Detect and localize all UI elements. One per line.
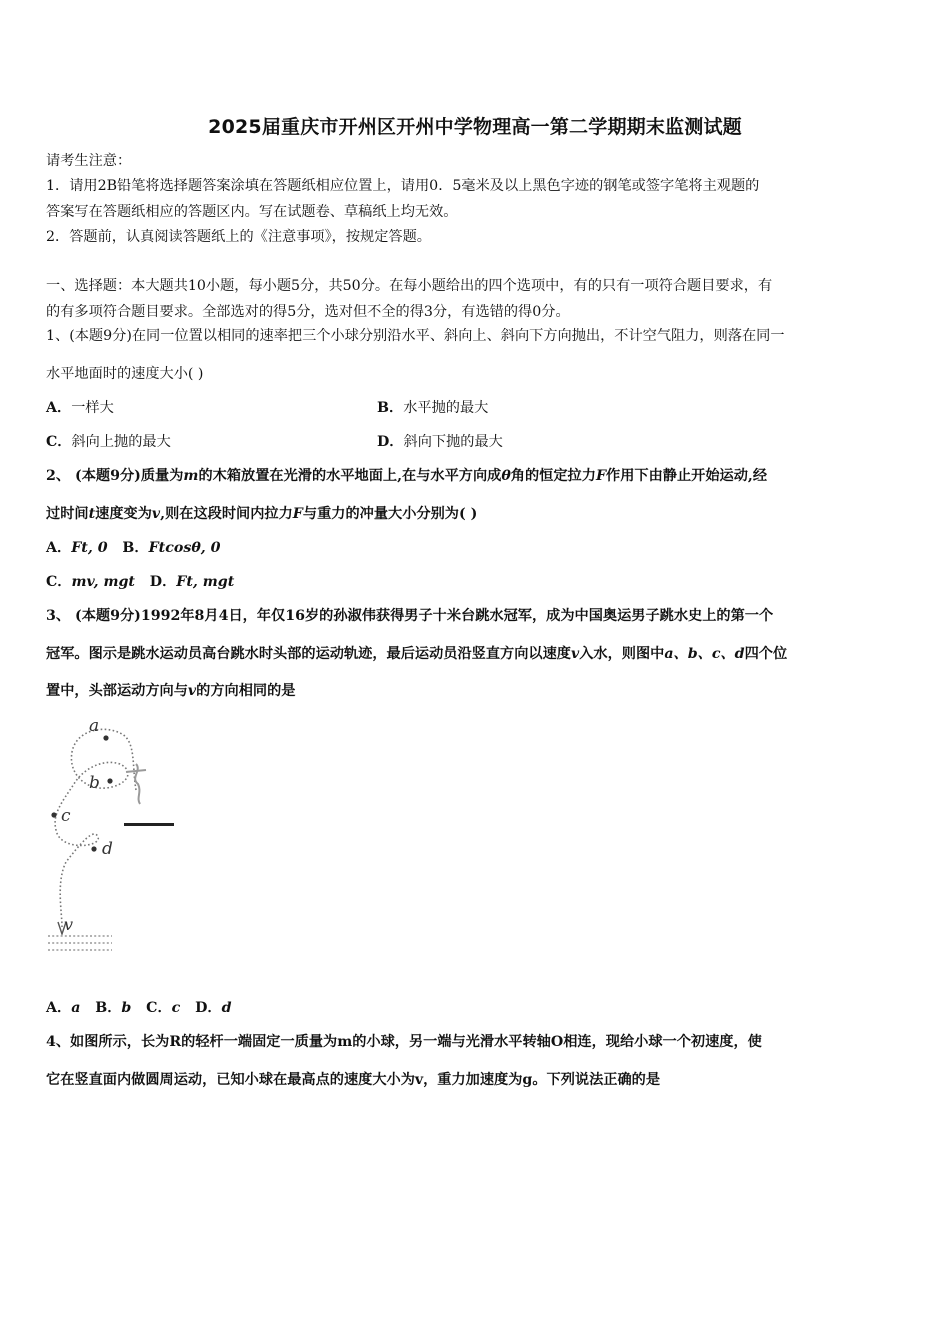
q1-stem-1: 1、(本题9分)在同一位置以相同的速率把三个小球分别沿水平、斜向上、斜向下方向抛出，不计空气阻力，则落在同一 — [46, 328, 785, 344]
q3-var-v: v — [570, 646, 580, 662]
q1-option-a-text: 一样大 — [71, 400, 114, 416]
q3-var-v-2: v — [187, 683, 197, 699]
q1-option-d — [377, 432, 503, 452]
q2-option-b-label: B． — [122, 540, 149, 556]
q3-option-a-text: a — [71, 1000, 81, 1016]
q3-stem-2-part-2: 入水，则图中 — [579, 646, 665, 662]
q3-stem-3 — [46, 681, 295, 701]
diver-figure — [126, 764, 146, 804]
q3-stem-1: 3、 (本题9分)1992年8月4日，年仅16岁的孙淑伟获得男子十米台跳水冠军，成为中国奥运男子跳水史上的第一个 — [46, 608, 774, 624]
q1-stem-2: 水平地面时的速度大小( ) — [46, 366, 204, 382]
q2-options-cd — [46, 572, 234, 592]
q2-option-b-text: Ftcosθ, 0 — [148, 540, 221, 556]
q2-var-m: m — [183, 468, 199, 484]
point-d-dot — [91, 846, 96, 851]
q2-stem-2-part-3: ,则在这段时间内拉力 — [160, 506, 293, 522]
q3-stem-3-part-1: 置中，头部运动方向与 — [46, 683, 188, 699]
q2-stem-2 — [46, 504, 477, 524]
diving-platform — [124, 823, 174, 826]
section-intro-2: 的有多项符合题目要求。全部选对的得5分，选对但不全的得3分，有选错的得0分。 — [46, 304, 570, 320]
q2-options-ab — [46, 538, 221, 558]
q2-stem-1-part-3: 角的恒定拉力 — [510, 468, 596, 484]
point-c-label: c — [61, 806, 71, 826]
notice-line-2: 答案写在答题纸相应的答题区内。写在试题卷、草稿纸上均无效。 — [46, 204, 458, 220]
point-a-label: a — [89, 716, 100, 736]
q1-option-b-label: B． — [377, 400, 404, 416]
q1-option-c — [46, 432, 171, 452]
q3-option-b-label: B． — [95, 1000, 122, 1016]
page-title: 2025届重庆市开州区开州中学物理高一第二学期期末监测试题 — [208, 116, 742, 138]
velocity-label: v — [64, 915, 74, 934]
q2-stem-1-part-2: 的木箱放置在光滑的水平地面上,在与水平方向成 — [198, 468, 502, 484]
q1-option-b — [377, 398, 488, 418]
q3-option-d-label: D． — [195, 1000, 222, 1016]
q3-option-c-text: c — [171, 1000, 181, 1016]
point-b-dot — [107, 778, 112, 783]
q3-option-c-label: C． — [146, 1000, 172, 1016]
notice-line-1: 1．请用2B铅笔将选择题答案涂填在答题纸相应位置上，请用0．5毫米及以上黑色字迹的钢笔或签字笔将主观题的 — [46, 178, 760, 194]
q1-option-a — [46, 398, 114, 418]
diver-trajectory-figure — [44, 712, 174, 962]
q2-option-c-label: C． — [46, 574, 72, 590]
notice-heading: 请考生注意： — [46, 153, 132, 169]
notice-line-3: 2．答题前，认真阅读答题纸上的《注意事项》，按规定答题。 — [46, 229, 431, 245]
q3-stem-3-part-2: 的方向相同的是 — [196, 683, 296, 699]
q3-stem-2-part-3: 四个位 — [744, 646, 788, 662]
q2-option-d-text: Ft, mgt — [176, 574, 235, 590]
section-intro-1: 一、选择题：本大题共10小题，每小题5分，共50分。在每小题给出的四个选项中，有的只有一项符合题目要求，有 — [46, 278, 773, 294]
q2-option-d-label: D． — [149, 574, 177, 590]
q2-var-theta: θ — [501, 468, 511, 484]
q3-option-b-text: b — [121, 1000, 132, 1016]
q1-option-a-label: A． — [46, 400, 72, 416]
q3-answer-options — [46, 998, 232, 1018]
q3-option-a-label: A． — [46, 1000, 72, 1016]
q2-stem-1-part-4: 作用下由静止开始运动,经 — [606, 468, 768, 484]
q1-option-d-text: 斜向下抛的最大 — [403, 434, 503, 450]
q4-stem-2: 它在竖直面内做圆周运动，已知小球在最高点的速度大小为v，重力加速度为g。下列说法正确的是 — [46, 1072, 661, 1088]
point-a-dot — [103, 735, 108, 740]
q3-option-d-text: d — [221, 1000, 232, 1016]
q4-stem-1: 4、如图所示，长为R的轻杆一端固定一质量为m的小球，另一端与光滑水平转轴O相连，现给小球一个初速度，使 — [46, 1034, 762, 1050]
q3-stem-2-part-1: 冠军。图示是跳水运动员高台跳水时头部的运动轨迹，最后运动员沿竖直方向以速度 — [46, 646, 571, 662]
q1-option-d-label: D． — [377, 434, 404, 450]
q1-option-c-label: C． — [46, 434, 72, 450]
q2-var-f-2: F — [292, 506, 303, 522]
q2-stem-1 — [46, 466, 767, 486]
q2-stem-2-part-4: 与重力的冲量大小分别为( ) — [302, 506, 478, 522]
q2-stem-1-part-1: 2、 (本题9分)质量为 — [46, 468, 184, 484]
point-b-label: b — [89, 773, 100, 793]
q2-var-f: F — [595, 468, 607, 484]
water-surface — [48, 936, 112, 950]
q1-option-b-text: 水平抛的最大 — [403, 400, 489, 416]
q2-stem-2-part-2: 速度变为 — [95, 506, 152, 522]
q2-option-a-label: A． — [46, 540, 72, 556]
q1-option-c-text: 斜向上抛的最大 — [71, 434, 171, 450]
point-d-label: d — [102, 839, 113, 859]
q2-option-c-text: mv, mgt — [71, 574, 135, 590]
q2-var-v: v — [151, 506, 161, 522]
point-c-dot — [51, 812, 56, 817]
q2-stem-2-part-1: 过时间 — [46, 506, 89, 522]
q3-stem-2 — [46, 644, 787, 664]
q3-var-abcd: a、b、c、d — [664, 646, 745, 662]
q2-option-a-text: Ft, 0 — [71, 540, 108, 556]
q2-var-t: t — [88, 506, 96, 522]
